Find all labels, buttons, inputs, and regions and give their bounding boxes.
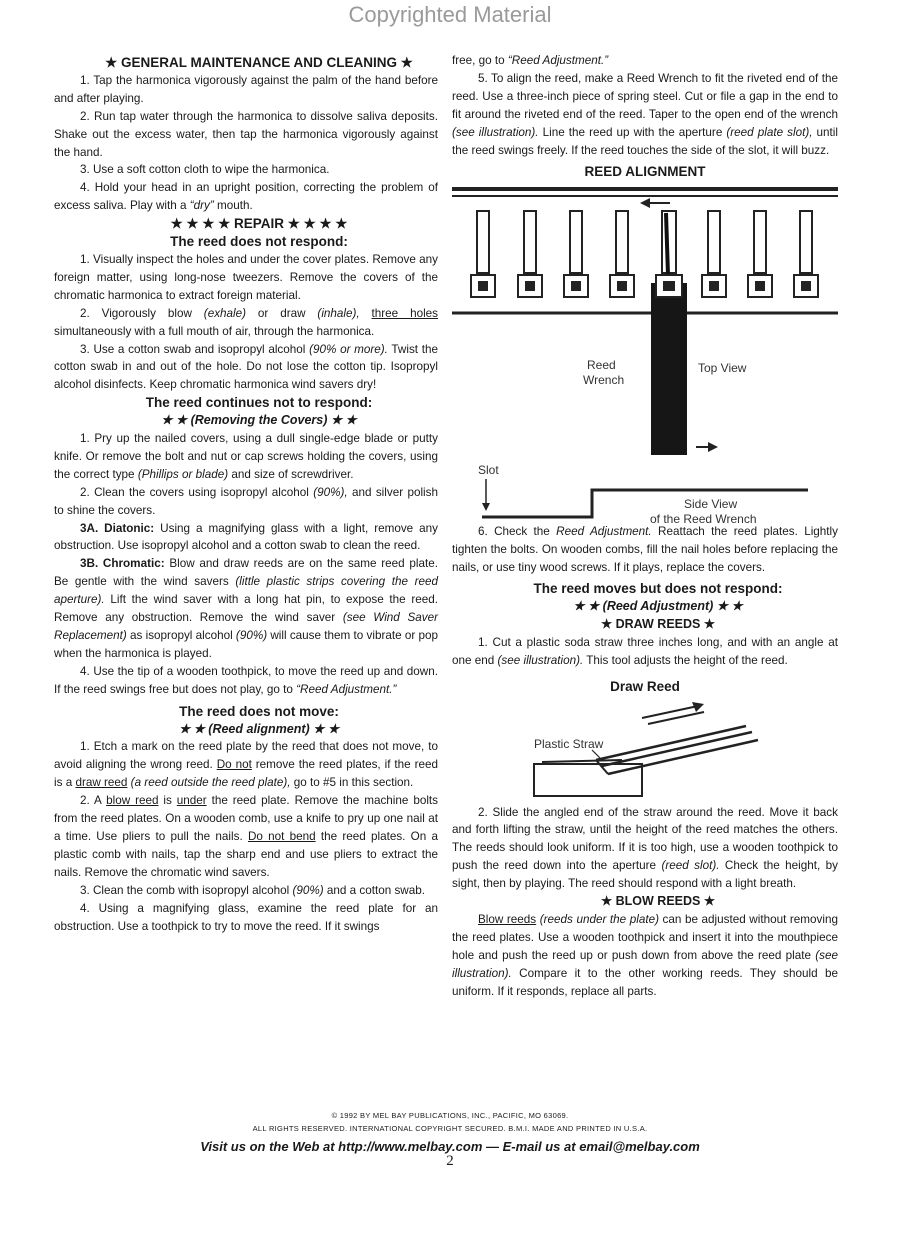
text: can be adjusted without removing the reed plates. Use a wooden toothpick and insert it into the mouthpiece hole and push the reed up or push down from above the reed plate: [452, 912, 838, 962]
plastic-straw: [602, 732, 752, 766]
label-reed: Reed: [587, 358, 616, 373]
paragraph: [54, 663, 438, 699]
text: 2. Slide the angled end of the straw around the reed. Move it back and forth lifting the straw, until the height of the reed matches the others. The reeds should look uniform. If it is too high, use a wooden toothpick to push the reed down into the aperture: [452, 805, 838, 873]
text-underlined: under: [176, 794, 207, 808]
text: 1. Etch a mark on the reed plate by the reed that does not move, to avoid aligning the wrong reed.: [54, 740, 438, 772]
text: 1. Tap the harmonica vigorously against the palm of the hand before and after playing.: [54, 73, 438, 105]
text-italic: (inhale),: [317, 306, 360, 320]
text: mouth.: [213, 199, 253, 213]
figure-title-draw-reed: Draw Reed: [610, 678, 680, 694]
text-italic: (little plastic strips covering the reed aperture).: [54, 575, 438, 607]
text: 3. Use a soft cotton cloth to wipe the harmonica.: [80, 163, 330, 177]
reed-wrench-side-view: [482, 490, 808, 517]
text-italic: (a reed outside the reed plate),: [130, 776, 291, 790]
plastic-straw: [596, 726, 746, 760]
heading-does-not-move: The reed does not move:: [179, 703, 339, 719]
text: Check the height, by sight, then by playing. The reed should respond with a light breath.: [452, 859, 838, 891]
text: and a cotton swab.: [323, 883, 425, 897]
text: Lift the wind saver with a long hat pin, to expose the reed. Remove any obstruction. Remove the wind saver: [54, 593, 438, 625]
paragraph: [452, 911, 838, 1001]
paragraph: [54, 555, 438, 662]
text: Line the reed up with the aperture: [538, 125, 727, 139]
text: go to #5 in this section.: [290, 776, 414, 790]
footer-web-link[interactable]: Visit us on the Web at http://www.melbay.com — E-mail us at email@melbay.com: [200, 1139, 700, 1154]
text: 2. Vigorously blow: [80, 306, 204, 320]
text: will cause them to vibrate or pop when the harmonica is played.: [54, 629, 438, 660]
heading-reed-alignment: ★ ★ (Reed alignment) ★ ★: [178, 721, 340, 736]
text-underlined: Blow reeds: [478, 912, 537, 926]
heading-continues-not-respond: The reed continues not to respond:: [145, 395, 373, 411]
text: 2. Clean the covers using isopropyl alcohol: [80, 485, 314, 499]
text-underlined: draw reed: [75, 776, 128, 790]
heading-not-respond: The reed does not respond:: [170, 234, 348, 250]
text-italic: (see illustration).: [497, 653, 584, 667]
text-underlined: Do not: [216, 758, 252, 772]
reed-wrench-top-view: [651, 283, 687, 455]
label-plastic-straw: Plastic Straw: [534, 736, 604, 751]
text: as isopropyl alcohol: [126, 629, 236, 642]
right-column: [452, 52, 838, 1000]
reed-alignment-illustration: [452, 183, 838, 523]
text-italic: “dry”: [189, 199, 214, 213]
text-italic: (Phillips or blade): [137, 467, 229, 481]
text: 6. Check the: [478, 525, 557, 539]
paragraph: [54, 520, 438, 556]
paragraph: [452, 52, 838, 70]
text-italic: Reed Adjustment.: [556, 525, 652, 539]
paragraph: [54, 430, 438, 484]
arrow-up-right-icon: [642, 706, 698, 718]
text: 2. A: [80, 794, 107, 808]
paragraph: [452, 804, 838, 894]
text: 4. Hold your head in an upright position, correcting the problem of excess saliva. Play with a: [54, 181, 438, 213]
text: 3. Clean the comb with isopropyl alcohol: [80, 883, 293, 897]
text-underlined: blow reed: [106, 794, 159, 808]
paragraph: [54, 251, 438, 305]
arrow-down-icon: [482, 503, 490, 511]
text-italic: (see illustration).: [452, 948, 838, 980]
text-italic: (90%),: [313, 485, 348, 499]
label-pointer: [592, 750, 600, 758]
label-top-view: Top View: [698, 361, 747, 376]
paragraph: [452, 523, 838, 577]
paragraph: [452, 70, 838, 160]
paragraph: [54, 179, 438, 215]
text-italic: (exhale): [203, 306, 247, 320]
paragraph: [54, 900, 438, 936]
text: Compare it to the other working reeds. They should be uniform. If it responds, replace all parts.: [452, 966, 838, 998]
text: remove the reed plates, if the reed is a: [54, 758, 439, 790]
heading-blow-reeds: ★ BLOW REEDS ★: [600, 894, 716, 909]
paragraph: [54, 305, 438, 341]
text: simultaneously with a full mouth of air, through the harmonica.: [54, 324, 375, 338]
draw-reed-illustration: [452, 698, 838, 804]
text-bold: 3B. Chromatic:: [80, 557, 165, 571]
footer-copyright: © 1992 BY MEL BAY PUBLICATIONS, INC., PACIFIC, MO 63069.: [331, 1111, 569, 1120]
paragraph: [54, 72, 438, 108]
text: 3. Use a cotton swab and isopropyl alcohol: [80, 342, 310, 356]
paragraph: [54, 484, 438, 520]
heading-removing-covers: ★ ★ (Removing the Covers) ★ ★: [161, 413, 357, 428]
paragraph: [54, 738, 438, 792]
text-underlined: three holes: [371, 306, 439, 320]
text-italic: “Reed Adjustment.”: [296, 682, 397, 696]
text: 2. Run tap water through the harmonica to dissolve saliva deposits. Shake out the excess water, then tap the harmonica vigorously against the hand.: [54, 109, 438, 159]
figure-title-reed-alignment: REED ALIGNMENT: [584, 164, 706, 180]
text: 5. To align the reed, make a Reed Wrench to fit the riveted end of the reed. Use a three-inch piece of spring steel. Cut or file a gap in the end to fit around the riveted end of the reed. Taper to the open end of the wrench: [452, 71, 838, 121]
text: 1. Visually inspect the holes and under the cover plates. Remove any foreign matter, using long-nose tweezers. Remove the covers of the chromatic harmonica to extract foreign material.: [54, 252, 438, 302]
text: 4. Using a magnifying glass, examine the reed plate for an obstruction. Use a toothpick to try to move the reed. If it swings: [54, 901, 438, 933]
text: This tool adjusts the height of the reed.: [583, 653, 788, 667]
plastic-straw: [608, 740, 758, 774]
heading-draw-reeds: ★ DRAW REEDS ★: [600, 616, 716, 631]
text: Reattach the reed plates. Lightly tighten the bolts. On wooden combs, fill the nail holes before replacing the nails, or use tiny wood screws. If it plays, replace the covers.: [452, 525, 838, 575]
text: and silver polish to shine the covers.: [54, 485, 438, 517]
text: the reed plates. On a plastic comb with nails, tap the sharp end and use pliers to extract the nails. Remove the chromatic wind savers.: [54, 829, 438, 879]
rivet-centers: [478, 281, 811, 291]
text: 1. Cut a plastic soda straw three inches long, and with an angle at one end: [452, 635, 838, 667]
arrow-left-icon: [640, 198, 650, 208]
text-italic: (90% or more).: [309, 342, 388, 356]
misaligned-reed: [666, 213, 668, 275]
label-side-view-wrench: of the Reed Wrench: [650, 512, 757, 524]
text-italic: (reed slot).: [661, 859, 720, 873]
wrench-reed-rivet-center: [663, 281, 675, 291]
label-side-view: Side View: [684, 497, 738, 512]
left-column: [54, 54, 438, 935]
text-italic: (90%): [235, 629, 268, 642]
text-italic: “Reed Adjustment.”: [507, 54, 609, 67]
text: 4. Use the tip of a wooden toothpick, to move the reed up and down. If the reed swings free but does not play, go to: [54, 664, 438, 696]
paragraph: [54, 108, 438, 162]
label-wrench: Wrench: [583, 373, 625, 388]
arrow-icon: [648, 712, 704, 724]
heading-general-maintenance: ★ GENERAL MAINTENANCE AND CLEANING ★: [105, 55, 413, 70]
text: and size of screwdriver.: [228, 467, 354, 481]
paragraph: [54, 792, 438, 882]
text-bold: 3A. Diatonic:: [80, 521, 155, 535]
paragraph: [54, 341, 438, 395]
footer-rights: ALL RIGHTS RESERVED. INTERNATIONAL COPYRIGHT SECURED. B.M.I. MADE AND PRINTED IN U.S.A.: [252, 1124, 648, 1133]
draw-reed: [542, 760, 622, 762]
page-number: 2: [446, 1153, 454, 1169]
text: Blow and draw reeds are on the same reed plate. Be gentle with the wind savers: [54, 557, 438, 589]
text-italic: (see illustration).: [452, 125, 539, 139]
heading-repair: ★ ★ ★ ★ REPAIR ★ ★ ★ ★: [170, 216, 348, 232]
text: 1. Pry up the nailed covers, using a dull single-edge blade or putty knife. Or remove the bolt and nut or cap screws holding the covers, using the correct type: [54, 432, 438, 481]
text: free, go to: [452, 54, 508, 67]
text-italic: (reed plate slot),: [726, 125, 813, 139]
text: Using a magnifying glass with a light, remove any obstruction. Use isopropyl alcohol and a cotton swab to clean the reed.: [54, 521, 438, 553]
reed-rivets: [471, 275, 818, 297]
arrow-right-icon: [708, 442, 718, 452]
text: the reed plate. Remove the machine bolts from the reed plates. On a wooden comb, use a knife to pry up one nail at a time. Use pliers to pull the nails.: [54, 794, 439, 843]
text-underlined: Do not bend: [247, 829, 316, 843]
text: is: [158, 794, 177, 808]
text-italic: (90%): [292, 883, 324, 897]
text: or draw: [246, 306, 318, 320]
text: [360, 307, 372, 320]
heading-moves-not-respond: The reed moves but does not respond:: [533, 581, 783, 597]
heading-reed-adjustment: ★ ★ (Reed Adjustment) ★ ★: [573, 598, 743, 613]
text-italic: (reeds under the plate): [539, 912, 659, 926]
text: until the reed swings freely. If the reed touches the side of the slot, it will buzz.: [452, 125, 838, 157]
paragraph: [54, 882, 438, 900]
reed-slots: [477, 211, 812, 273]
paragraph: [452, 634, 838, 670]
text-italic: (see Wind Saver Replacement): [54, 611, 438, 642]
paragraph: [54, 161, 438, 179]
label-slot: Slot: [478, 463, 499, 478]
copyright-watermark: Copyrighted Material: [348, 2, 552, 27]
text: Twist the cotton swab in and out of the hole. Do not lose the cotton tip. Isopropyl alcohol disinfects. Keep chromatic harmonica wind savers dry!: [54, 342, 438, 392]
